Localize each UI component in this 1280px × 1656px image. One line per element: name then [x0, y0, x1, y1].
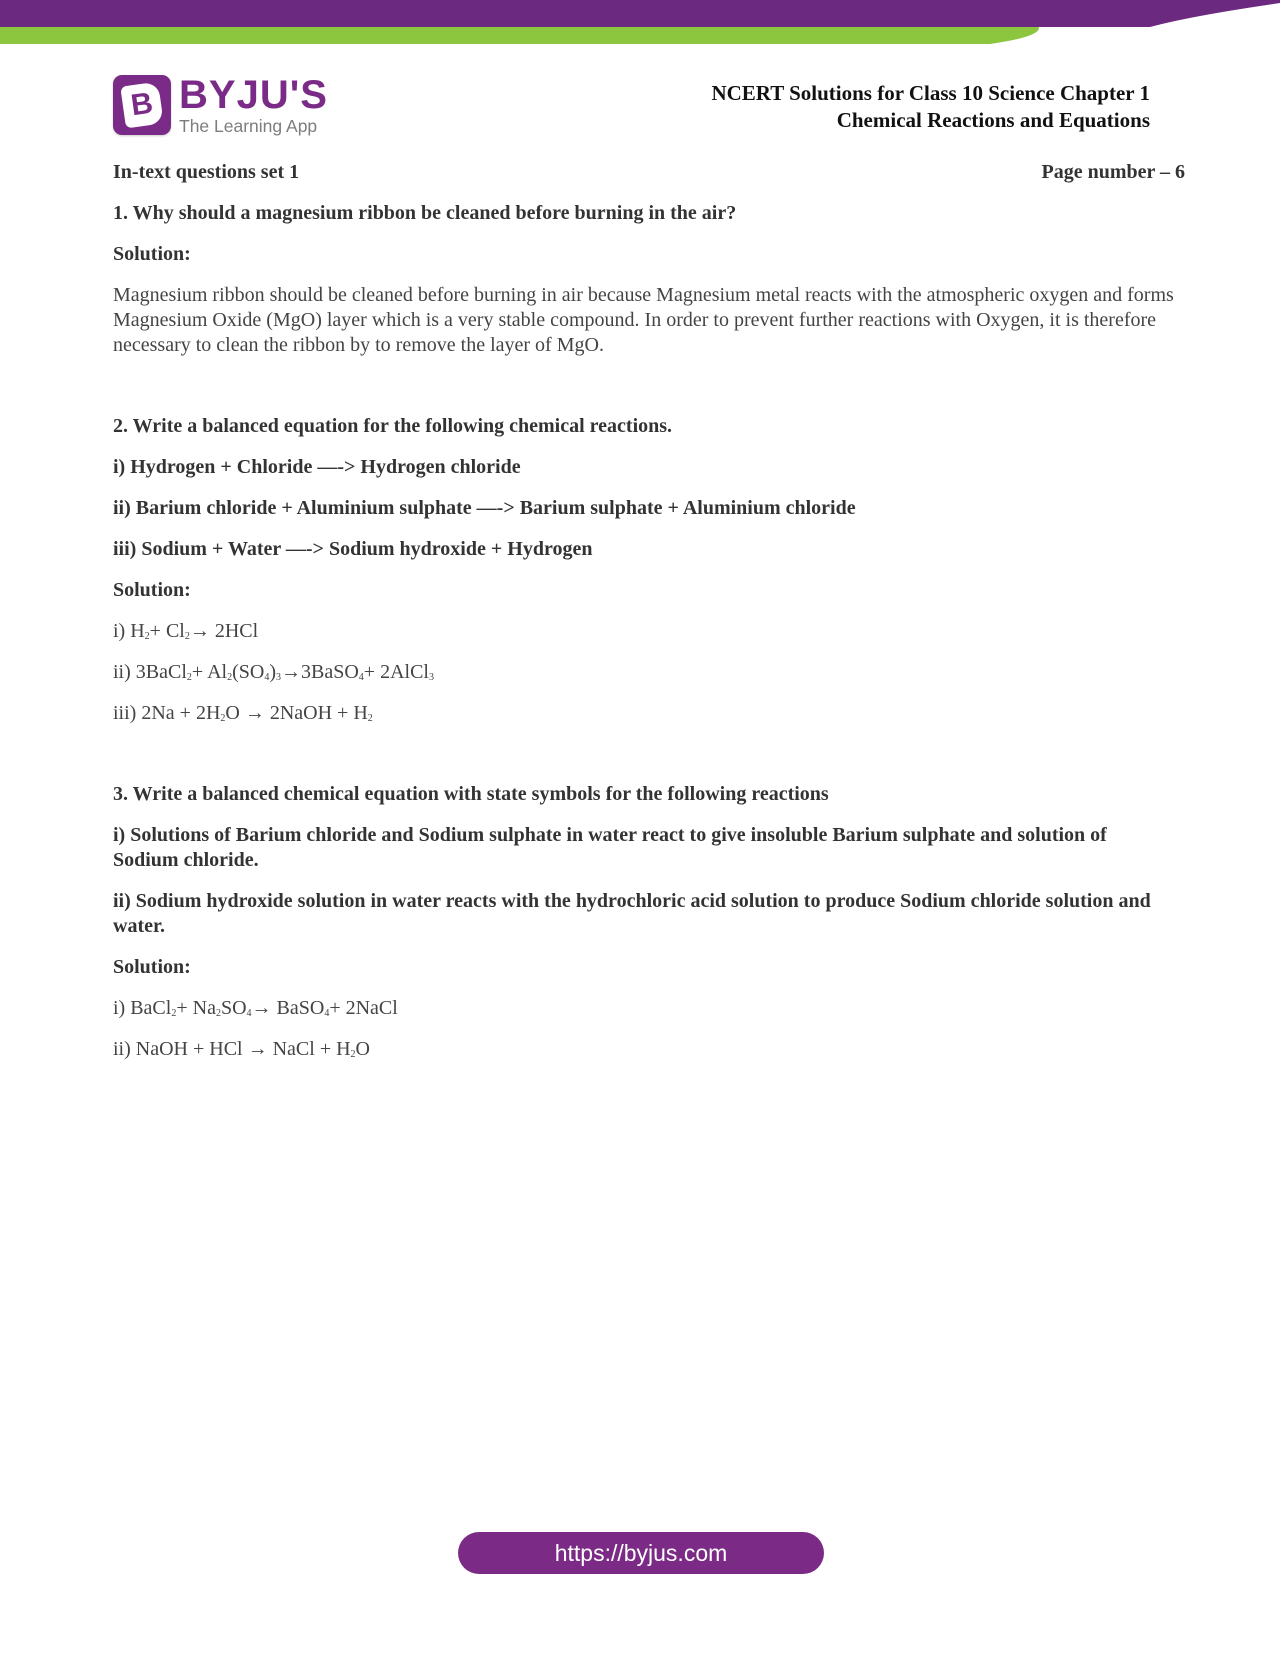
q3-part-2: ii) Sodium hydroxide solution in water reacts with the hydrochloric acid solution to produce Sodium chloride solution and water. [113, 890, 1151, 937]
logo-name: BYJU'S [179, 72, 328, 117]
q3-equation-1: i) BaCl$_2$+ $Na_2SO_4\to$ BaSO$_4$+ 2NaCl [113, 997, 398, 1019]
q2-part-1: i) Hydrogen + Chloride —-> Hydrogen chloride [113, 456, 521, 478]
section-meta-row [113, 160, 1185, 185]
document-title [711, 80, 1150, 134]
q2-part-3: iii) Sodium + Water —-> Sodium hydroxide + Hydrogen [113, 538, 593, 560]
q2-solution-label: Solution: [113, 579, 191, 601]
logo-text [179, 72, 328, 136]
q3-part-1: i) Solutions of Barium chloride and Sodium sulphate in water react to give insoluble Barium sulphate and solution of Sodium chloride. [113, 824, 1107, 871]
section-title: In-text questions set 1 [113, 161, 300, 183]
byjus-logo [113, 73, 333, 137]
q2-equation-3: iii) $2Na + 2H_2O$ → 2NaOH + $H_2$ [113, 702, 373, 724]
website-link[interactable]: https://byjus.com [458, 1532, 824, 1574]
q3-question: 3. Write a balanced chemical equation with state symbols for the following reactions [113, 783, 829, 805]
q1-question: 1. Why should a magnesium ribbon be cleaned before burning in the air? [113, 202, 737, 224]
top-color-band [0, 0, 1280, 48]
document-title-line1: NCERT Solutions for Class 10 Science Chapter 1 [711, 81, 1150, 105]
q2-equation-1: i) $H_2+ Cl_2\to 2HCl$ [113, 620, 259, 642]
page-number: Page number – 6 [1041, 161, 1185, 183]
q2-equation-2: ii) 3BaCl$_2$+ $Al_2(SO_4)_3\to 3BaSO_4+$ 2AlCl$_3$ [113, 661, 434, 683]
document-title-line2: Chemical Reactions and Equations [836, 108, 1150, 132]
equation-prefix: ii) [113, 661, 136, 683]
q2-question: 2. Write a balanced equation for the following chemical reactions. [113, 415, 673, 437]
logo-mark-letter: B [120, 82, 163, 129]
q1-answer: Magnesium ribbon should be cleaned before burning in air because Magnesium metal reacts with the atmospheric oxygen and forms Magnesium Oxide (MgO) layer which is a very stable compound. In order to prevent further reactions with Oxygen, it is therefore necessary to clean the ribbon by to remove the layer of MgO. [113, 284, 1174, 356]
equation-prefix: ii) [113, 1038, 136, 1060]
equation-prefix: i) [113, 997, 131, 1019]
equation-prefix: iii) [113, 702, 142, 724]
q2-part-2: ii) Barium chloride + Aluminium sulphate —-> Barium sulphate + Aluminium chloride [113, 497, 856, 519]
q1-solution-label: Solution: [113, 243, 191, 265]
logo-mark-icon [113, 75, 171, 135]
equation-prefix: i) [113, 620, 131, 642]
q3-equation-2: ii) NaOH + HCl → NaCl + $H_2O$ [113, 1038, 370, 1060]
page-content [113, 160, 1185, 1062]
q3-solution-label: Solution: [113, 956, 191, 978]
logo-tagline: The Learning App [179, 115, 318, 136]
